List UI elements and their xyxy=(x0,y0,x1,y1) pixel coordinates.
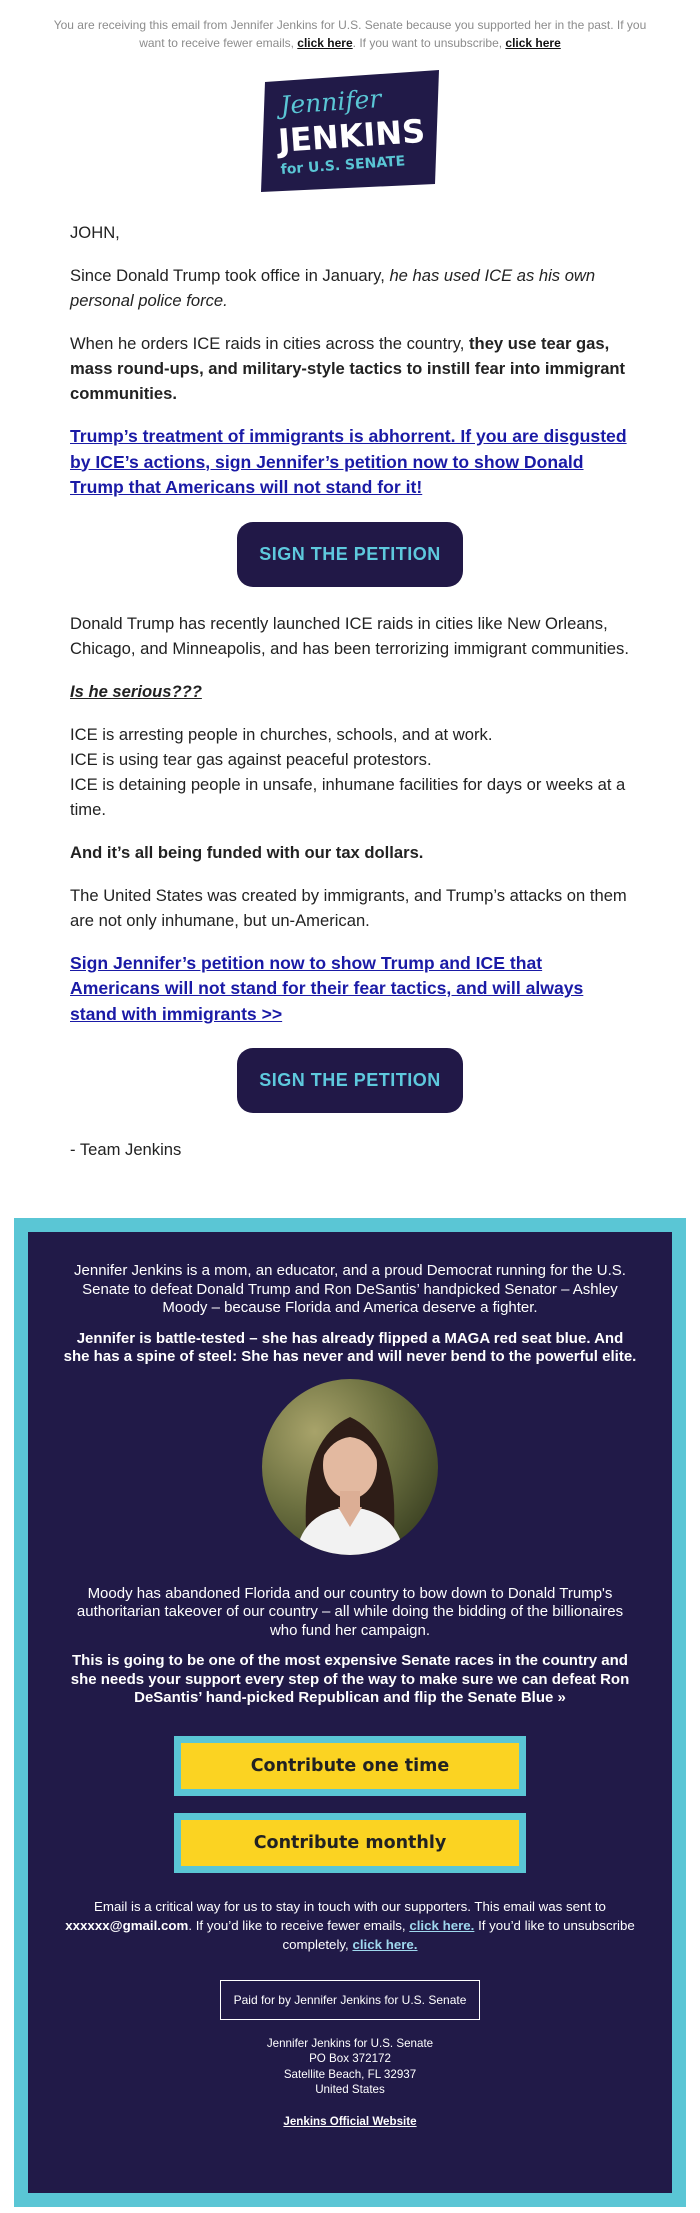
fewer-emails-link[interactable]: click here xyxy=(297,36,353,50)
email-note-text-1: Email is a critical way for us to stay in touch with our supporters. This email was sent to xyxy=(94,1898,606,1914)
contribute-one-time-button[interactable]: Contribute one time xyxy=(174,1736,526,1796)
email-body xyxy=(70,196,630,1162)
address-line: Satellite Beach, FL 32937 xyxy=(283,2067,417,2081)
footer-bio-bold: Jennifer is battle-tested – she has already flipped a MAGA red seat blue. And she has a spine of steel: She has never and will never bend to the powerful elite. xyxy=(63,1329,637,1365)
email-note-text-3: If you’d like to unsubscribe completely, xyxy=(282,1917,635,1952)
tax-dollars-bold: And it’s all being funded with our tax dollars. xyxy=(70,842,424,862)
paragraph-raids-bold: they use tear gas, mass round-ups, and military-style tactics to instill fear into immigrant communities. xyxy=(70,334,626,403)
tax-dollars-paragraph xyxy=(70,840,630,865)
official-website-link[interactable]: Jenkins Official Website xyxy=(283,2114,417,2128)
paragraph-immigrants: The United States was created by immigrants, and Trump’s attacks on them are not only inhumane, but un-American. xyxy=(70,885,627,930)
campaign-logo[interactable] xyxy=(259,70,441,192)
footer-fewer-emails-link[interactable]: click here. xyxy=(409,1917,475,1933)
ice-line-3: ICE is detaining people in unsafe, inhumane facilities for days or weeks at a time. xyxy=(70,774,626,819)
petition-link-1[interactable]: Trump’s treatment of immigrants is abhorrent. If you are disgusted by ICE’s actions, sign Jennifer’s petition now to show Donald Trump that Americans will not stand for it! xyxy=(70,426,627,497)
official-website-row xyxy=(62,2113,638,2132)
preheader xyxy=(50,0,650,52)
paragraph-serious xyxy=(70,679,630,704)
address-line: Jennifer Jenkins for U.S. Senate xyxy=(266,2036,434,2050)
paragraph-intro-text: Since Donald Trump took office in January, xyxy=(70,266,390,285)
petition-link-paragraph-2 xyxy=(70,951,630,1028)
logo-container xyxy=(0,70,700,196)
email-note-text-2: . If you’d like to receive fewer emails, xyxy=(188,1917,410,1933)
contribute-monthly-button[interactable]: Contribute monthly xyxy=(174,1813,526,1873)
sign-petition-button-2[interactable]: SIGN THE PETITION xyxy=(237,1048,463,1113)
logo-office: for U.S. SENATE xyxy=(280,153,406,178)
petition-link-2[interactable]: Sign Jennifer’s petition now to show Trump and ICE that Americans will not stand for their fear tactics, and will always stand with immigrants >> xyxy=(70,952,584,1024)
petition-button-row-1 xyxy=(70,522,630,587)
mailing-address xyxy=(62,2036,638,2098)
ice-line-2: ICE is using tear gas against peaceful protestors. xyxy=(70,749,432,769)
address-line: United States xyxy=(315,2083,385,2096)
petition-link-paragraph-1 xyxy=(70,424,630,501)
footer xyxy=(28,1232,672,2193)
signoff: - Team Jenkins xyxy=(70,1140,182,1159)
paragraph-intro xyxy=(70,263,630,313)
paid-for-disclaimer: Paid for by Jennifer Jenkins for U.S. Senate xyxy=(220,1980,481,2020)
unsubscribe-link[interactable]: click here xyxy=(505,36,561,50)
greeting: JOHN, xyxy=(70,223,120,242)
is-he-serious-heading: Is he serious??? xyxy=(70,681,202,701)
ice-actions-list xyxy=(70,722,630,822)
footer-bio: Jennifer Jenkins is a mom, an educator, and a proud Democrat running for the U.S. Senate to defeat Donald Trump and Ron DeSantis’ handpicked Senator – Ashley Moody – because Florida and America deserve a fighter. xyxy=(74,1262,626,1316)
preheader-text: You are receiving this email from Jennifer Jenkins for U.S. Senate because you supported her in the past. If you want to receive fewer emails, xyxy=(53,18,647,50)
petition-button-row-2 xyxy=(70,1048,630,1113)
footer-frame xyxy=(14,1218,686,2207)
email-note xyxy=(62,1897,638,1954)
preheader-text-middle: . If you want to unsubscribe, xyxy=(352,36,506,50)
footer-unsubscribe-link[interactable]: click here. xyxy=(352,1936,418,1952)
logo-last-name: JENKINS xyxy=(276,111,427,160)
logo-first-name: Jennifer xyxy=(279,84,383,120)
address-line: PO Box 372172 xyxy=(309,2052,391,2065)
paragraph-cities: Donald Trump has recently launched ICE raids in cities like New Orleans, Chicago, and Minneapolis, and has been terrorizing immigrant communities. xyxy=(70,613,629,658)
candidate-photo xyxy=(262,1379,438,1555)
ice-line-1: ICE is arresting people in churches, schools, and at work. xyxy=(70,724,493,744)
recipient-email: xxxxxx@gmail.com xyxy=(65,1917,189,1933)
paragraph-intro-emphasis: he has used ICE as his own personal police force. xyxy=(70,266,596,310)
footer-ask: This is going to be one of the most expensive Senate races in the country and she needs your support every step of the way to make sure we can defeat Ron DeSantis’ hand-picked Republican and flip the Senate Blue » xyxy=(70,1652,630,1706)
footer-moody: Moody has abandoned Florida and our country to bow down to Donald Trump's authoritarian takeover of our country – all while doing the bidding of the billionaires who fund her campaign. xyxy=(76,1584,624,1639)
paragraph-raids-text: When he orders ICE raids in cities across the country, xyxy=(70,334,470,353)
sign-petition-button-1[interactable]: SIGN THE PETITION xyxy=(237,522,463,587)
paragraph-raids xyxy=(70,331,630,406)
